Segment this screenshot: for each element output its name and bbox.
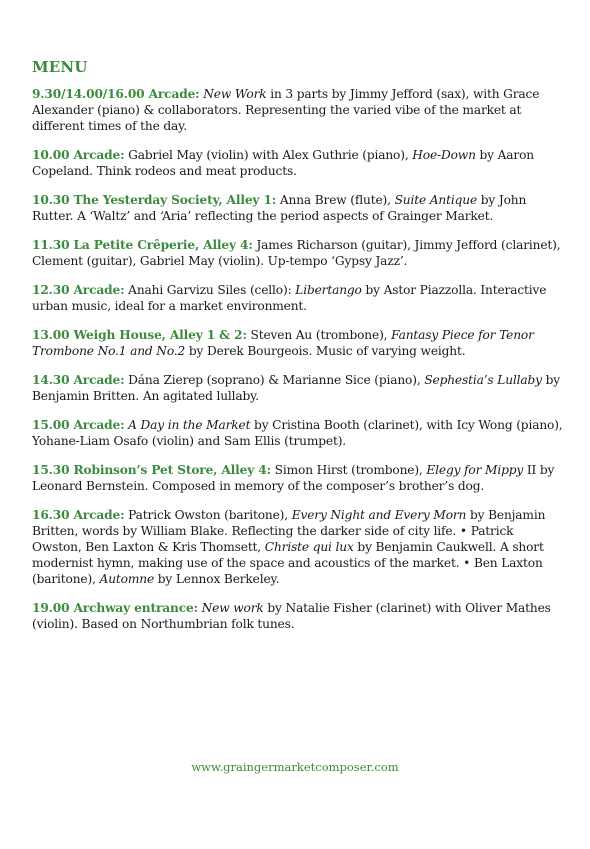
- entry-work-title: Christe qui lux: [264, 540, 354, 554]
- menu-entry: [32, 86, 564, 134]
- entry-time-venue: 15.30 Robinson’s Pet Store, Alley 4:: [32, 463, 271, 477]
- entry-time-venue: 16.30 Arcade:: [32, 508, 125, 522]
- entry-time-venue: 19.00 Archway entrance:: [32, 601, 198, 615]
- entry-work-title: Automne: [99, 572, 155, 586]
- entry-text: Dána Zierep (soprano) & Marianne Sice (piano),: [124, 373, 425, 387]
- entry-work-title: Sephestia’s Lullaby: [424, 373, 542, 387]
- entry-work-title: Libertango: [295, 283, 362, 297]
- entry-time-venue: 14.30 Arcade:: [32, 373, 125, 387]
- entry-time-venue: 10.30 The Yesterday Society, Alley 1:: [32, 193, 277, 207]
- entry-time-venue: 12.30 Arcade:: [32, 283, 125, 297]
- menu-entry: [32, 192, 564, 224]
- entry-time-venue: 13.00 Weigh House, Alley 1 & 2:: [32, 328, 247, 342]
- menu-entry: [32, 372, 564, 404]
- entry-text: by Benjamin Britten, words by William Blake. Reflecting the darker side of city life. • Patrick Owston, Ben Laxton & Kris Thomsett,: [32, 508, 546, 554]
- entry-text: by John Rutter. A ‘Waltz’ and ‘Aria’ reflecting the period aspects of Grainger Market.: [32, 193, 527, 223]
- menu-entries: [32, 86, 564, 632]
- menu-entry: [32, 327, 564, 359]
- menu-heading: MENU: [32, 58, 88, 76]
- menu-entry: [32, 600, 564, 632]
- entry-text: by Lennox Berkeley.: [154, 572, 280, 586]
- entry-work-title: Elegy for Mippy: [426, 463, 524, 477]
- entry-work-title: New Work: [203, 87, 267, 101]
- entry-text: Gabriel May (violin) with Alex Guthrie (piano),: [124, 148, 413, 162]
- entry-text: by Benjamin Caukwell. A short modernist hymn, making use of the space and acoustics of the market. • Ben Laxton (baritone),: [32, 540, 544, 586]
- entry-work-title: New work: [201, 601, 264, 615]
- menu-entry: [32, 507, 564, 587]
- entry-text: by Derek Bourgeois. Music of varying weight.: [185, 344, 466, 358]
- entry-work-title: Suite Antique: [394, 193, 478, 207]
- entry-time-venue: 15.00 Arcade:: [32, 418, 125, 432]
- entry-time-venue: 11.30 La Petite Crêperie, Alley 4:: [32, 238, 253, 252]
- entry-text: Patrick Owston (baritone),: [124, 508, 292, 522]
- entry-work-title: Fantasy Piece for Tenor Trombone No.1 and No.2: [32, 328, 534, 358]
- entry-text: by Astor Piazzolla. Interactive urban music, ideal for a market environment.: [32, 283, 547, 313]
- entry-text: by Cristina Booth (clarinet), with Icy Wong (piano), Yohane-Liam Osafo (violin) and Sam Ellis (trumpet).: [32, 418, 563, 448]
- menu-entry: [32, 147, 564, 179]
- entry-work-title: A Day in the Market: [128, 418, 251, 432]
- entry-text: by Natalie Fisher (clarinet) with Oliver Mathes (violin). Based on Northumbrian folk tunes.: [32, 601, 551, 631]
- entry-text: by Benjamin Britten. An agitated lullaby.: [32, 373, 561, 403]
- entry-text: Simon Hirst (trombone),: [270, 463, 427, 477]
- menu-entry: [32, 462, 564, 494]
- entry-time-venue: 10.00 Arcade:: [32, 148, 125, 162]
- entry-text: Anna Brew (flute),: [276, 193, 395, 207]
- website-footer[interactable]: www.graingermarketcomposer.com: [191, 760, 399, 774]
- menu-page: [32, 58, 564, 645]
- menu-entry: [32, 417, 564, 449]
- entry-text: by Aaron Copeland. Think rodeos and meat products.: [32, 148, 534, 178]
- entry-work-title: Every Night and Every Morn: [291, 508, 467, 522]
- entry-text: Anahi Garvizu Siles (cello):: [124, 283, 296, 297]
- entry-text: James Richarson (guitar), Jimmy Jefford (clarinet), Clement (guitar), Gabriel May (violin). Up-tempo ‘Gypsy Jazz’.: [32, 238, 561, 268]
- entry-work-title: Hoe-Down: [412, 148, 476, 162]
- entry-text: in 3 parts by Jimmy Jefford (sax), with Grace Alexander (piano) & collaborators. Representing the varied vibe of the market at different times of the day.: [32, 87, 540, 133]
- entry-time-venue: 9.30/14.00/16.00 Arcade:: [32, 87, 200, 101]
- menu-entry: [32, 282, 564, 314]
- entry-text: Steven Au (trombone),: [246, 328, 392, 342]
- entry-text: II by Leonard Bernstein. Composed in memory of the composer’s brother’s dog.: [32, 463, 555, 493]
- menu-entry: [32, 237, 564, 269]
